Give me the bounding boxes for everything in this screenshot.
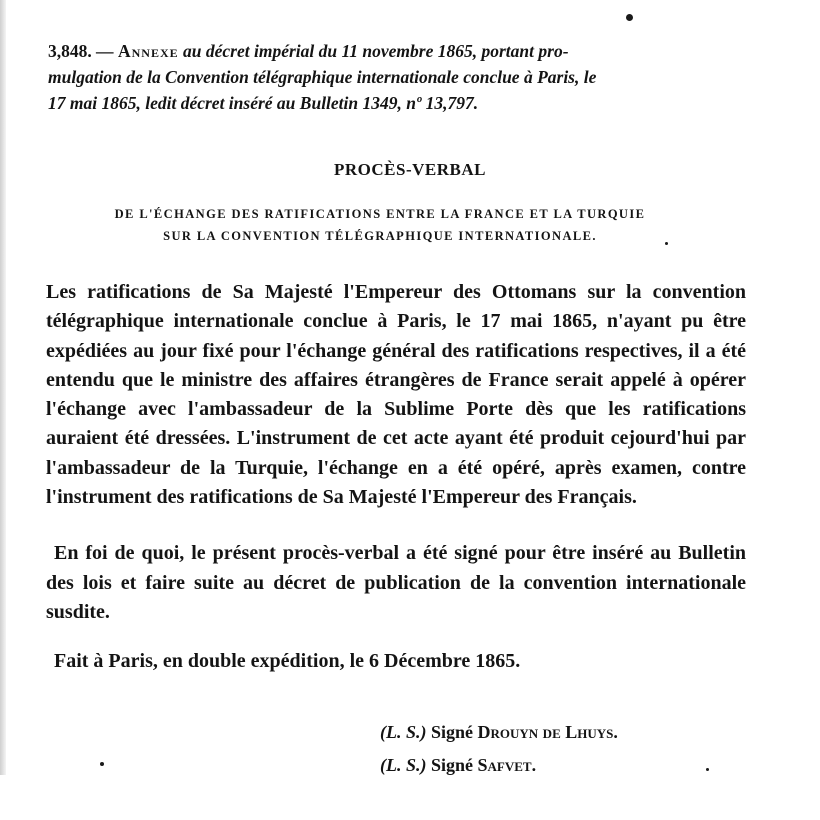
- paragraph-ratifications: Les ratifications de Sa Majesté l'Empereur des Ottomans sur la convention télégraphique internationale conclue à Paris, le 17 mai 1865, n'ayant pu être expédiées au jour fixé pour l'échange général des ratifications respectives, il a été entendu que le ministre des affaires étrangères de France serait appelé à opérer l'échange avec l'ambassadeur de la Sublime Porte dès que les ratifications auraient été dressées. L'instrument de cet acte ayant été produit cejourd'hui par l'ambassadeur de la Turquie, l'échange en a été opéré, après examen, contre l'instrument des ratifications de Sa Majesté l'Empereur des Français.: [46, 281, 746, 509]
- seal-mark: (L. S.): [380, 722, 427, 742]
- paragraph-fait: Fait à Paris, en double expédition, le 6 Décembre 1865.: [54, 650, 521, 673]
- decree-header: [48, 38, 748, 116]
- header-line1: au décret impérial du 11 novembre 1865, portant pro-: [178, 41, 569, 61]
- ink-speck: [626, 14, 633, 21]
- header-dash: —: [91, 41, 118, 61]
- subtitle-line2: SUR LA CONVENTION TÉLÉGRAPHIQUE INTERNATIONALE.: [163, 229, 597, 243]
- subtitle-line1: DE L'ÉCHANGE DES RATIFICATIONS ENTRE LA FRANCE ET LA TURQUIE: [114, 207, 646, 221]
- paragraph-en-foi: En foi de quoi, le présent procès-verbal a été signé pour être inséré au Bulletin des lois et faire suite au décret de publication de la convention internationale susdite.: [46, 542, 746, 623]
- signature-line: [380, 752, 740, 778]
- annexe-label: Annexe: [118, 41, 179, 61]
- signatory-name: Safvet.: [477, 755, 537, 775]
- page-title: PROCÈS-VERBAL: [334, 160, 486, 179]
- decree-number: 3,848.: [48, 41, 92, 61]
- signe-label: Signé: [431, 755, 474, 775]
- signe-label: Signé: [431, 722, 474, 742]
- ink-speck: [665, 242, 668, 245]
- ink-speck: [100, 762, 104, 766]
- scan-edge-shadow: [0, 0, 6, 775]
- document-body: [46, 278, 746, 677]
- page-subtitle: [0, 203, 760, 247]
- seal-mark: (L. S.): [380, 755, 427, 775]
- header-line2: mulgation de la Convention télégraphique internationale conclue à Paris, le: [48, 67, 597, 87]
- signature-line: [380, 719, 740, 745]
- header-line3: 17 mai 1865, ledit décret inséré au Bulletin 1349, nº 13,797.: [48, 93, 479, 113]
- ink-speck: [706, 768, 709, 771]
- signatory-name: Drouyn de Lhuys.: [477, 722, 618, 742]
